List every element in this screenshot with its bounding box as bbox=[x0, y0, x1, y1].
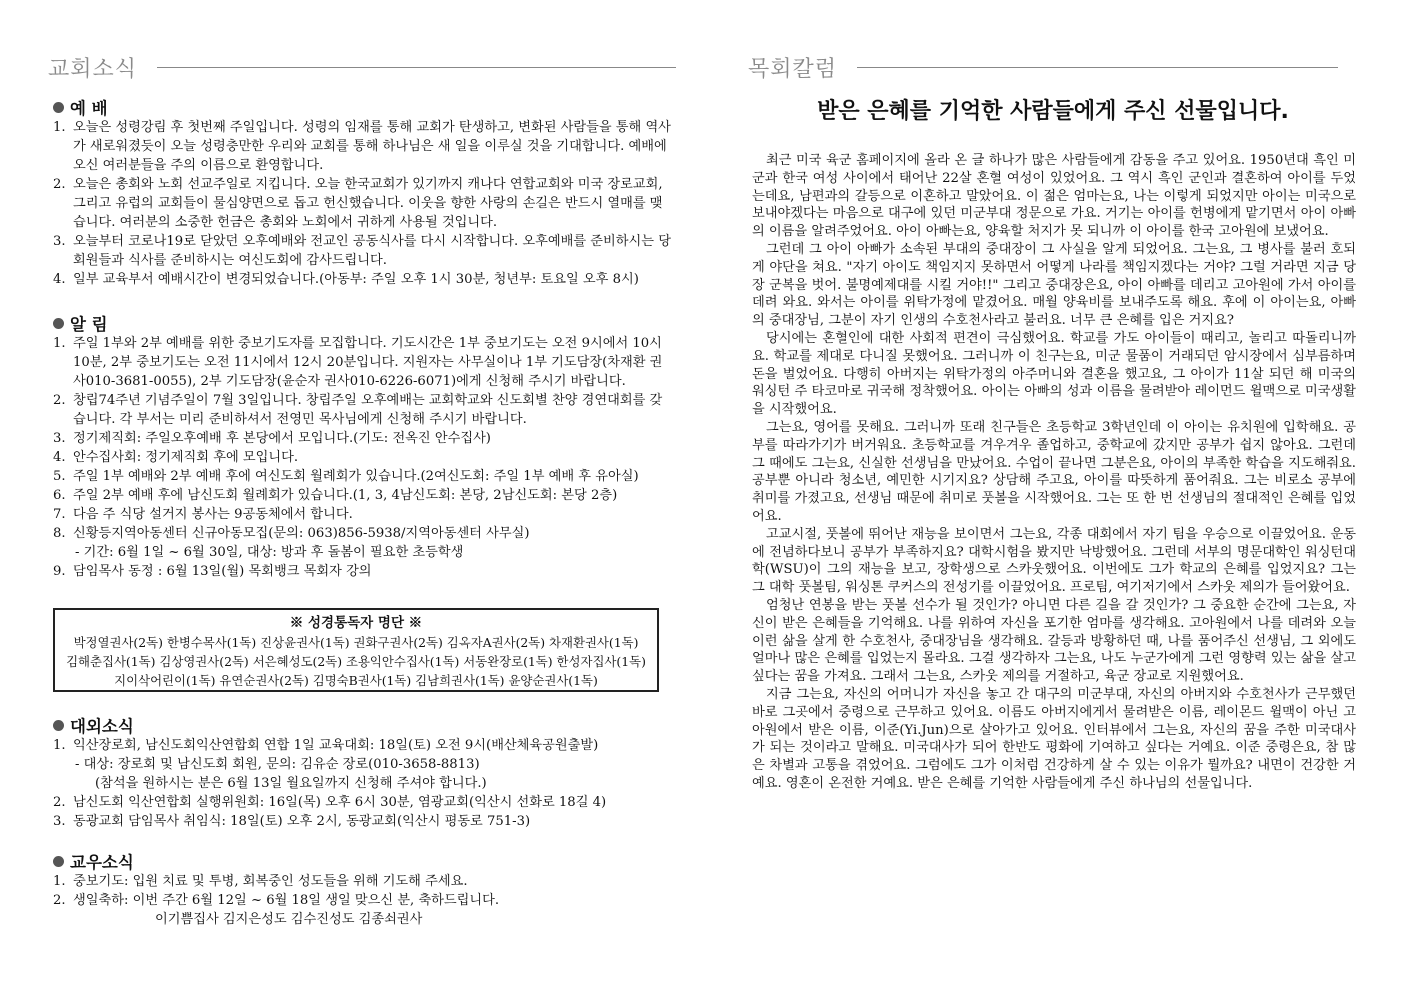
list-item bbox=[53, 891, 673, 910]
item-num: 1. bbox=[53, 874, 66, 889]
item-text: 일부 교육부서 예배시간이 변경되었습니다.(아동부: 주일 오후 1시 30분, 청년부: 토요일 오후 8시) bbox=[73, 272, 639, 287]
list-item bbox=[53, 812, 673, 831]
item-num: 5. bbox=[53, 469, 66, 484]
list-item bbox=[53, 524, 673, 543]
paragraph: 그는요, 영어를 못해요. 그러니까 또래 친구들은 초등학교 3학년인데 이 아이는 유치원에 입학해요. 공부를 따라가기가 버거워요. 초등학교를 겨우겨우 졸업하고, 중학교에 갔지만 공부가 쉽지 않아요. 그런데 그 때에도 그는요, 신실한 선생님을 만났어요. 수업이 끝나면 그분은요, 아이의 부족한 학습을 지도해줘요. 공부뿐 아니라 청소년, 예민한 시기지요? 상담해 주고요, 아이를 따뜻하게 품어줘요. 그는 비로소 공부에 취미를 가졌고요, 선생님 때문에 취미로 풋볼을 시작했어요. 그는 또 한 번 선생님의 절대적인 은혜를 입었어요. bbox=[752, 419, 1356, 524]
item-num: 7. bbox=[53, 507, 66, 522]
paragraph: 최근 미국 육군 홈페이지에 올라 온 글 하나가 많은 사람들에게 감동을 주고 있어요. 1950년대 흑인 미군과 한국 여성 사이에서 태어난 22살 혼혈 여성이 있었어요. 그 역시 흑인 군인과 결혼하여 아이를 두었는데요, 남편과의 갈등으로 이혼하고 말았어요. 이 젊은 엄마는요, 나는 이렇게 되었지만 아이는 미국으로 보내야겠다는 마음으로 대구에 있던 미군부대 정문으로 가요. 거기는 아이를 헌병에게 맡기면서 아이 아빠의 이름을 알려주었어요. 아이 아빠는요, 양육할 처지가 못 되니까 이 아이를 한국 고아원에 보냈어요. bbox=[752, 153, 1356, 240]
item-num: 3. bbox=[53, 814, 66, 829]
bullet-icon bbox=[53, 102, 64, 113]
list-item bbox=[53, 118, 673, 175]
list-item bbox=[53, 448, 673, 467]
item-num: 4. bbox=[53, 272, 66, 287]
item-subtext: - 기간: 6월 1일 ~ 6월 30일, 대상: 방과 후 돌봄이 필요한 초등학생 bbox=[75, 545, 464, 560]
item-text: 다음 주 식당 설거지 봉사는 9공동체에서 합니다. bbox=[73, 507, 353, 522]
item-num: 1. bbox=[53, 336, 66, 351]
item-text: 중보기도: 입원 치료 및 투병, 회복중인 성도들을 위해 기도해 주세요. bbox=[73, 874, 468, 889]
column-body bbox=[752, 152, 1356, 793]
left-header-title: 교회소식 bbox=[48, 56, 138, 82]
header-rule bbox=[857, 67, 1338, 68]
worship-section bbox=[53, 96, 673, 289]
item-num: 4. bbox=[53, 450, 66, 465]
list-item bbox=[53, 429, 673, 448]
right-header-title: 목회칼럼 bbox=[748, 56, 838, 82]
list-item bbox=[53, 486, 673, 505]
members-title: 교우소식 bbox=[70, 853, 134, 872]
list-item bbox=[53, 391, 673, 429]
item-text: 정기제직회: 주일오후예배 후 본당에서 모입니다.(기도: 전옥진 안수집사) bbox=[73, 431, 491, 446]
section-title bbox=[53, 96, 673, 118]
item-num: 6. bbox=[53, 488, 66, 503]
item-num: 3. bbox=[53, 234, 66, 249]
item-text: 오늘은 총회와 노회 선교주일로 지킵니다. 오늘 한국교회가 있기까지 캐나다 연합교회와 미국 장로교회, 그리고 유럽의 교회들이 물심양면으로 돕고 헌신했습니다. 이웃을 향한 사랑의 손길은 반드시 열매를 맺습니다. 여러분의 소중한 헌금은 총회와 노회에서 귀하게 사용될 것입니다. bbox=[73, 177, 663, 230]
bullet-icon bbox=[53, 720, 64, 731]
item-num: 8. bbox=[53, 526, 66, 541]
notice-section bbox=[53, 312, 673, 581]
list-item bbox=[53, 175, 673, 232]
item-text: 익산장로회, 남신도회익산연합회 연합 1일 교육대회: 18일(토) 오전 9시(배산체육공원출발) bbox=[73, 738, 599, 753]
bible-box-line: 지이삭어린이(1독) 유연순권사(2독) 김명숙B권사(1독) 김남희권사(1독) 윤양순권사(1독) bbox=[114, 673, 598, 688]
item-num: 2. bbox=[53, 893, 66, 908]
header-rule bbox=[157, 67, 676, 68]
paragraph: 당시에는 혼혈인에 대한 사회적 편견이 극심했어요. 학교를 가도 아이들이 때리고, 놀리고 따돌리니까요. 학교를 제대로 다니질 못했어요. 그러니까 이 친구는요, 미군 물품이 거래되던 암시장에서 심부름하며 돈을 벌었어요. 다행히 아버지는 위탁가정의 아주머니와 결혼을 했고요, 그 아이가 11살 되던 해 미국의 워싱턴 주 타코마로 귀국해 정착했어요. 아이는 아빠의 성과 이름을 물려받아 레이먼드 윌맥으로 미국생활을 시작했어요. bbox=[752, 330, 1356, 418]
list-item bbox=[53, 793, 673, 812]
paragraph: 지금 그는요, 자신의 어머니가 자신을 놓고 간 대구의 미군부대, 자신의 아버지와 수호천사가 근무했던 바로 그곳에서 중령으로 근무하고 있어요. 이름도 아버지에게서 물려받은 이름, 레이몬드 윌맥이 아닌 고아원에서 받은 이름, 이준(Yi.Jun)으로 살아가고 있어요. 인터뷰에서 그는요, 자신의 꿈을 주한 미국대사가 되는 것이라고 말해요. 미국대사가 되어 한반도 평화에 기여하고 싶다는 거예요. 이준 중령은요, 참 많은 차별과 고통을 겪었어요. 그럼에도 그가 이처럼 건강하게 살 수 있는 이유가 뭘까요? 내면이 건강한 거예요. 영혼이 온전한 거예요. 받은 은혜를 기억한 사람들에게 주신 하나님의 선물입니다. bbox=[752, 686, 1356, 791]
list-item bbox=[53, 872, 673, 891]
item-text: 생일축하: 이번 주간 6월 12일 ~ 6월 18일 생일 맞으신 분, 축하드립니다. bbox=[73, 893, 500, 908]
item-num: 1. bbox=[53, 738, 66, 753]
paragraph: 고교시절, 풋볼에 뛰어난 재능을 보이면서 그는요, 각종 대회에서 자기 팀을 우승으로 이끌었어요. 운동에 전념하다보니 공부가 부족하지요? 대학시험을 봤지만 낙방했어요. 그런데 서부의 명문대학인 워싱턴대학(WSU)이 그의 재능을 보고, 장학생으로 스카웃했어요. 이번에도 그가 학교의 은혜를 입었지요? 그는 그 대학 풋볼팀, 워싱톤 쿠커스의 전성기를 이끌었어요. 프로팀, 여기저기에서 스카웃 제의가 들어왔어요. bbox=[752, 526, 1356, 596]
bible-box-title: ※ 성경통독자 명단 ※ bbox=[289, 615, 423, 631]
item-subtext: (참석을 원하시는 분은 6월 13일 월요일까지 신청해 주셔야 합니다.) bbox=[95, 776, 487, 791]
item-text: 담임목사 동정 : 6월 13일(월) 목회뱅크 목회자 강의 bbox=[73, 564, 372, 579]
item-text: 주일 1부와 2부 예배를 위한 중보기도자를 모집합니다. 기도시간은 1부 중보기도는 오전 9시에서 10시 10분, 2부 중보기도는 오전 11시에서 12시 20분입니다. 지원자는 사무실이나 1부 기도담장(차재환 권사010-3681-0055), 2부 기도담장(윤순자 권사010-6226-6071)에게 신청해 주시기 바랍니다. bbox=[73, 336, 663, 389]
left-header bbox=[48, 52, 676, 82]
list-item bbox=[53, 562, 673, 581]
bullet-icon bbox=[53, 318, 64, 329]
list-item bbox=[53, 736, 673, 755]
item-text: 동광교회 담임목사 취임식: 18일(토) 오후 2시, 동광교회(익산시 평동로 751-3) bbox=[73, 814, 531, 829]
section-title bbox=[53, 714, 673, 736]
list-item bbox=[53, 334, 673, 391]
members-section bbox=[53, 850, 673, 929]
item-text: 오늘부터 코로나19로 닫았던 오후예배와 전교인 공동식사를 다시 시작합니다. 오후예배를 준비하시는 당회원들과 식사를 준비하시는 여신도회에 감사드립니다. bbox=[73, 234, 671, 268]
item-num: 9. bbox=[53, 564, 66, 579]
item-num: 3. bbox=[53, 431, 66, 446]
birthday-names: 이기쁨집사 김지은성도 김수진성도 김종쇠권사 bbox=[155, 912, 423, 927]
item-text: 남신도회 익산연합회 실행위원회: 16일(목) 오후 6시 30분, 염광교회(익산시 선화로 18길 4) bbox=[73, 795, 607, 810]
right-header bbox=[748, 52, 1338, 82]
item-text: 주일 1부 예배와 2부 예배 후에 여신도회 월례회가 있습니다.(2여신도회: 주일 1부 예배 후 유아실) bbox=[73, 469, 639, 484]
external-title: 대외소식 bbox=[70, 717, 134, 736]
bible-box-line: 박정열권사(2독) 한병수목사(1독) 진상윤권사(1독) 권화구권사(2독) 김옥자A권사(2독) 차재환권사(1독) bbox=[73, 635, 639, 650]
list-item bbox=[53, 232, 673, 270]
bullet-icon bbox=[53, 856, 64, 867]
bible-reader-box bbox=[53, 608, 659, 692]
item-num: 2. bbox=[53, 177, 66, 192]
list-item bbox=[53, 505, 673, 524]
item-num: 1. bbox=[53, 120, 66, 135]
item-num: 2. bbox=[53, 393, 66, 408]
item-text: 신황등지역아동센터 신규아동모집(문의: 063)856-5938/지역아동센터 사무실) bbox=[73, 526, 530, 541]
section-title bbox=[53, 312, 673, 334]
paragraph: 엄청난 연봉을 받는 풋볼 선수가 될 것인가? 아니면 다른 길을 갈 것인가? 그 중요한 순간에 그는요, 자신이 받은 은혜들을 기억해요. 나를 위하여 자신을 포기한 엄마를 생각해요. 고아원에서 나를 데려와 오늘 이런 삶을 살게 한 수호천사, 중대장님을 생각해요. 갈등과 방황하던 때, 나를 품어주신 선생님, 그 외에도 얼마나 많은 은혜를 입었는지 몰라요. 그걸 생각하자 그는요, 나도 누군가에게 그런 영향력 있는 삶을 살고 싶다는 꿈을 가져요. 그래서 그는요, 스카웃 제의를 거절하고, 육군 장교로 지원했어요. bbox=[752, 597, 1356, 685]
item-text: 주일 2부 예배 후에 남신도회 월례회가 있습니다.(1, 3, 4남신도회: 본당, 2남신도회: 본당 2층) bbox=[73, 488, 618, 503]
column-title: 받은 은혜를 기억한 사람들에게 주신 선물입니다. bbox=[817, 99, 1289, 124]
bible-box-line: 김해춘집사(1독) 김상영권사(2독) 서은혜성도(2독) 조용익안수집사(1독) 서동완장로(1독) 한성자집사(1독) bbox=[66, 654, 646, 669]
notice-title: 알 림 bbox=[70, 315, 108, 334]
section-title bbox=[53, 850, 673, 872]
worship-title: 예 배 bbox=[70, 99, 108, 118]
external-section bbox=[53, 714, 673, 831]
item-num: 2. bbox=[53, 795, 66, 810]
item-text: 창립74주년 기념주일이 7월 3일입니다. 창립주일 오후예배는 교회학교와 신도회별 찬양 경연대회를 갖습니다. 각 부서는 미리 준비하셔서 전영민 목사님에게 신청해 주시기 바랍니다. bbox=[73, 393, 663, 427]
item-text: 오늘은 성령강림 후 첫번째 주일입니다. 성령의 임재를 통해 교회가 탄생하고, 변화된 사람들을 통해 역사가 새로워졌듯이 오늘 성령충만한 우리와 교회를 통해 하나님은 새 일을 이루실 것을 기대합니다. 예배에 오신 여러분들을 주의 이름으로 환영합니다. bbox=[73, 120, 671, 173]
item-subtext: - 대상: 장로회 및 남신도회 회원, 문의: 김유순 장로(010-3658-8813) bbox=[75, 757, 480, 772]
list-item bbox=[53, 467, 673, 486]
paragraph: 그런데 그 아이 아빠가 소속된 부대의 중대장이 그 사실을 알게 되었어요. 그는요, 그 병사를 불러 호되게 야단을 쳐요. "자기 아이도 책임지지 못하면서 어떻게 나라를 책임지겠다는 거야? 그럴 거라면 지금 당장 군복을 벗어. 불명예제대를 시킬 거야!!" 그리고 중대장은요, 아이 아빠를 데리고 고아원에 가서 아이를 데려 와요. 와서는 아이를 위탁가정에 맡겼어요. 매월 양육비를 보내주도록 해요. 후에 이 아이는요, 아빠의 중대장님, 그분이 자기 인생의 수호천사라고 불러요. 너무 큰 은혜를 입은 거지요? bbox=[752, 241, 1356, 329]
list-item bbox=[53, 270, 673, 289]
item-text: 안수집사회: 정기제직회 후에 모입니다. bbox=[73, 450, 299, 465]
